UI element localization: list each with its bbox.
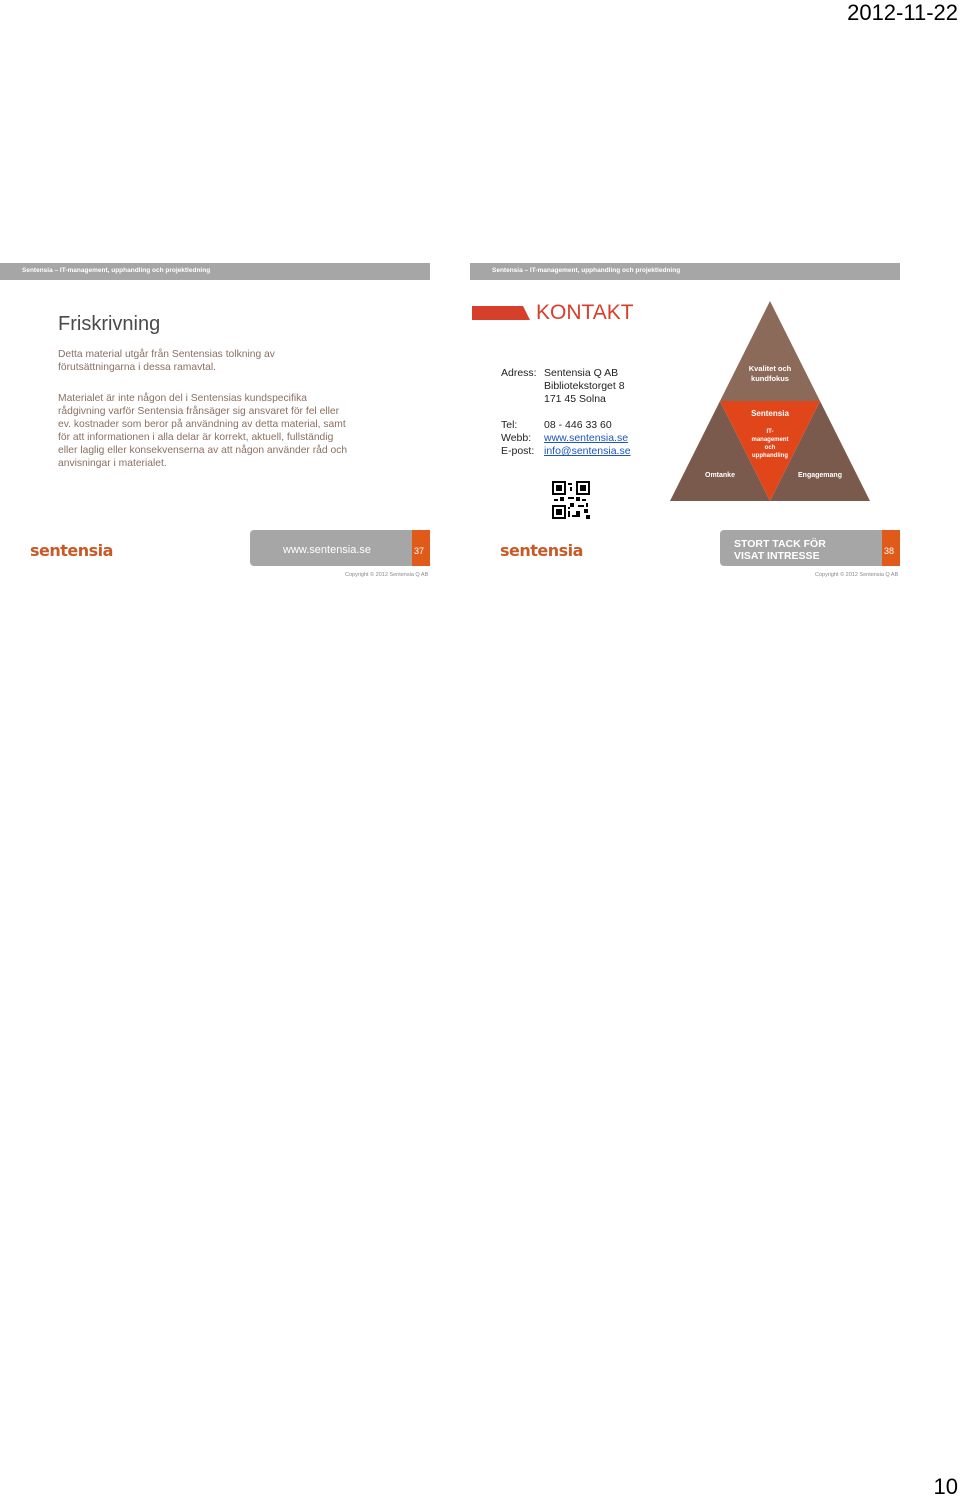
sentensia-logo: sentensia [500, 541, 583, 560]
pyramid-top-line-1: Kvalitet och [748, 364, 792, 373]
footer-bar [250, 530, 412, 566]
text-line: anvisningar i materialet. [58, 458, 167, 469]
copyright: Copyright © 2012 Sentensia Q AB [815, 572, 899, 578]
values-pyramid-diagram [670, 301, 870, 501]
email-label: E-post: [501, 445, 535, 457]
slide-disclaimer [0, 263, 430, 585]
tel-value: 08 - 446 33 60 [544, 419, 612, 431]
pyramid-top-line-2: kundfokus [751, 374, 789, 383]
slide-number-badge [882, 530, 900, 566]
slide-number: 38 [884, 546, 895, 556]
pyramid-center-title: Sentensia [751, 409, 789, 418]
address-label: Adress: [501, 367, 537, 379]
footer-thanks-line-2: VISAT INTRESSE [734, 550, 820, 562]
tel-label: Tel: [501, 419, 518, 431]
disclaimer-paragraph-2 [58, 392, 368, 470]
pyramid-center-line-2: management [751, 437, 789, 443]
address-line-1: Sentensia Q AB [544, 367, 619, 379]
text-line: eller laglig eller konsekvenserna av att någon använder råd och [58, 445, 348, 456]
slide-title: KONTAKT [536, 301, 634, 324]
email-link[interactable]: info@sentensia.se [544, 445, 631, 457]
footer-thanks [734, 538, 826, 562]
text-line: Materialet är inte någon del i Sentensias kundspecifika [58, 393, 307, 404]
sentensia-logo: sentensia [30, 541, 113, 560]
text-line: Detta material utgår från Sentensias tolkning av [58, 349, 275, 360]
text-line: för att informationen i alla delar är korrekt, aktuell, fullständig [58, 432, 334, 443]
text-line: rådgivning varför Sentensia frånsäger sig ansvaret för fel eller [58, 406, 340, 417]
website-link[interactable]: www.sentensia.se [544, 432, 629, 444]
web-label: Webb: [501, 432, 532, 444]
text-line: ev. kostnader som beror på användning av detta material, samt [58, 419, 346, 430]
pyramid-center-line-1: IT- [766, 429, 774, 435]
pyramid-center-line-3: och [764, 445, 776, 451]
pyramid-top [720, 301, 820, 401]
copyright: Copyright © 2012 Sentensia Q AB [345, 572, 429, 578]
pyramid-right-label: Engagemang [798, 472, 842, 479]
address-line-2: Bibliotekstorget 8 [544, 380, 625, 392]
slide-header [0, 263, 430, 280]
qr-code-icon [552, 481, 590, 519]
slide-header-text: Sentensia – IT-management, upphandling och projektledning [492, 267, 681, 274]
footer-bar [720, 530, 882, 566]
disclaimer-paragraph-1 [58, 348, 368, 374]
text-line: förutsättningarna i dessa ramavtal. [58, 362, 216, 373]
slide-header [470, 263, 900, 280]
footer-website: www.sentensia.se [283, 544, 372, 556]
slide-contact [470, 263, 900, 585]
page-date: 2012-11-22 [847, 0, 958, 25]
slide-number-badge [412, 530, 430, 566]
pyramid-left-label: Omtanke [705, 472, 735, 479]
footer-thanks-line-1: STORT TACK FÖR [734, 538, 826, 550]
pyramid-center-line-4: upphandling [752, 453, 788, 459]
title-accent-stripe [472, 306, 530, 320]
slide-header-text: Sentensia – IT-management, upphandling och projektledning [22, 267, 211, 274]
address-line-3: 171 45 Solna [544, 393, 606, 405]
slide-number: 37 [414, 546, 425, 556]
slide-title: Friskrivning [58, 313, 161, 335]
page-number: 10 [933, 1474, 958, 1499]
